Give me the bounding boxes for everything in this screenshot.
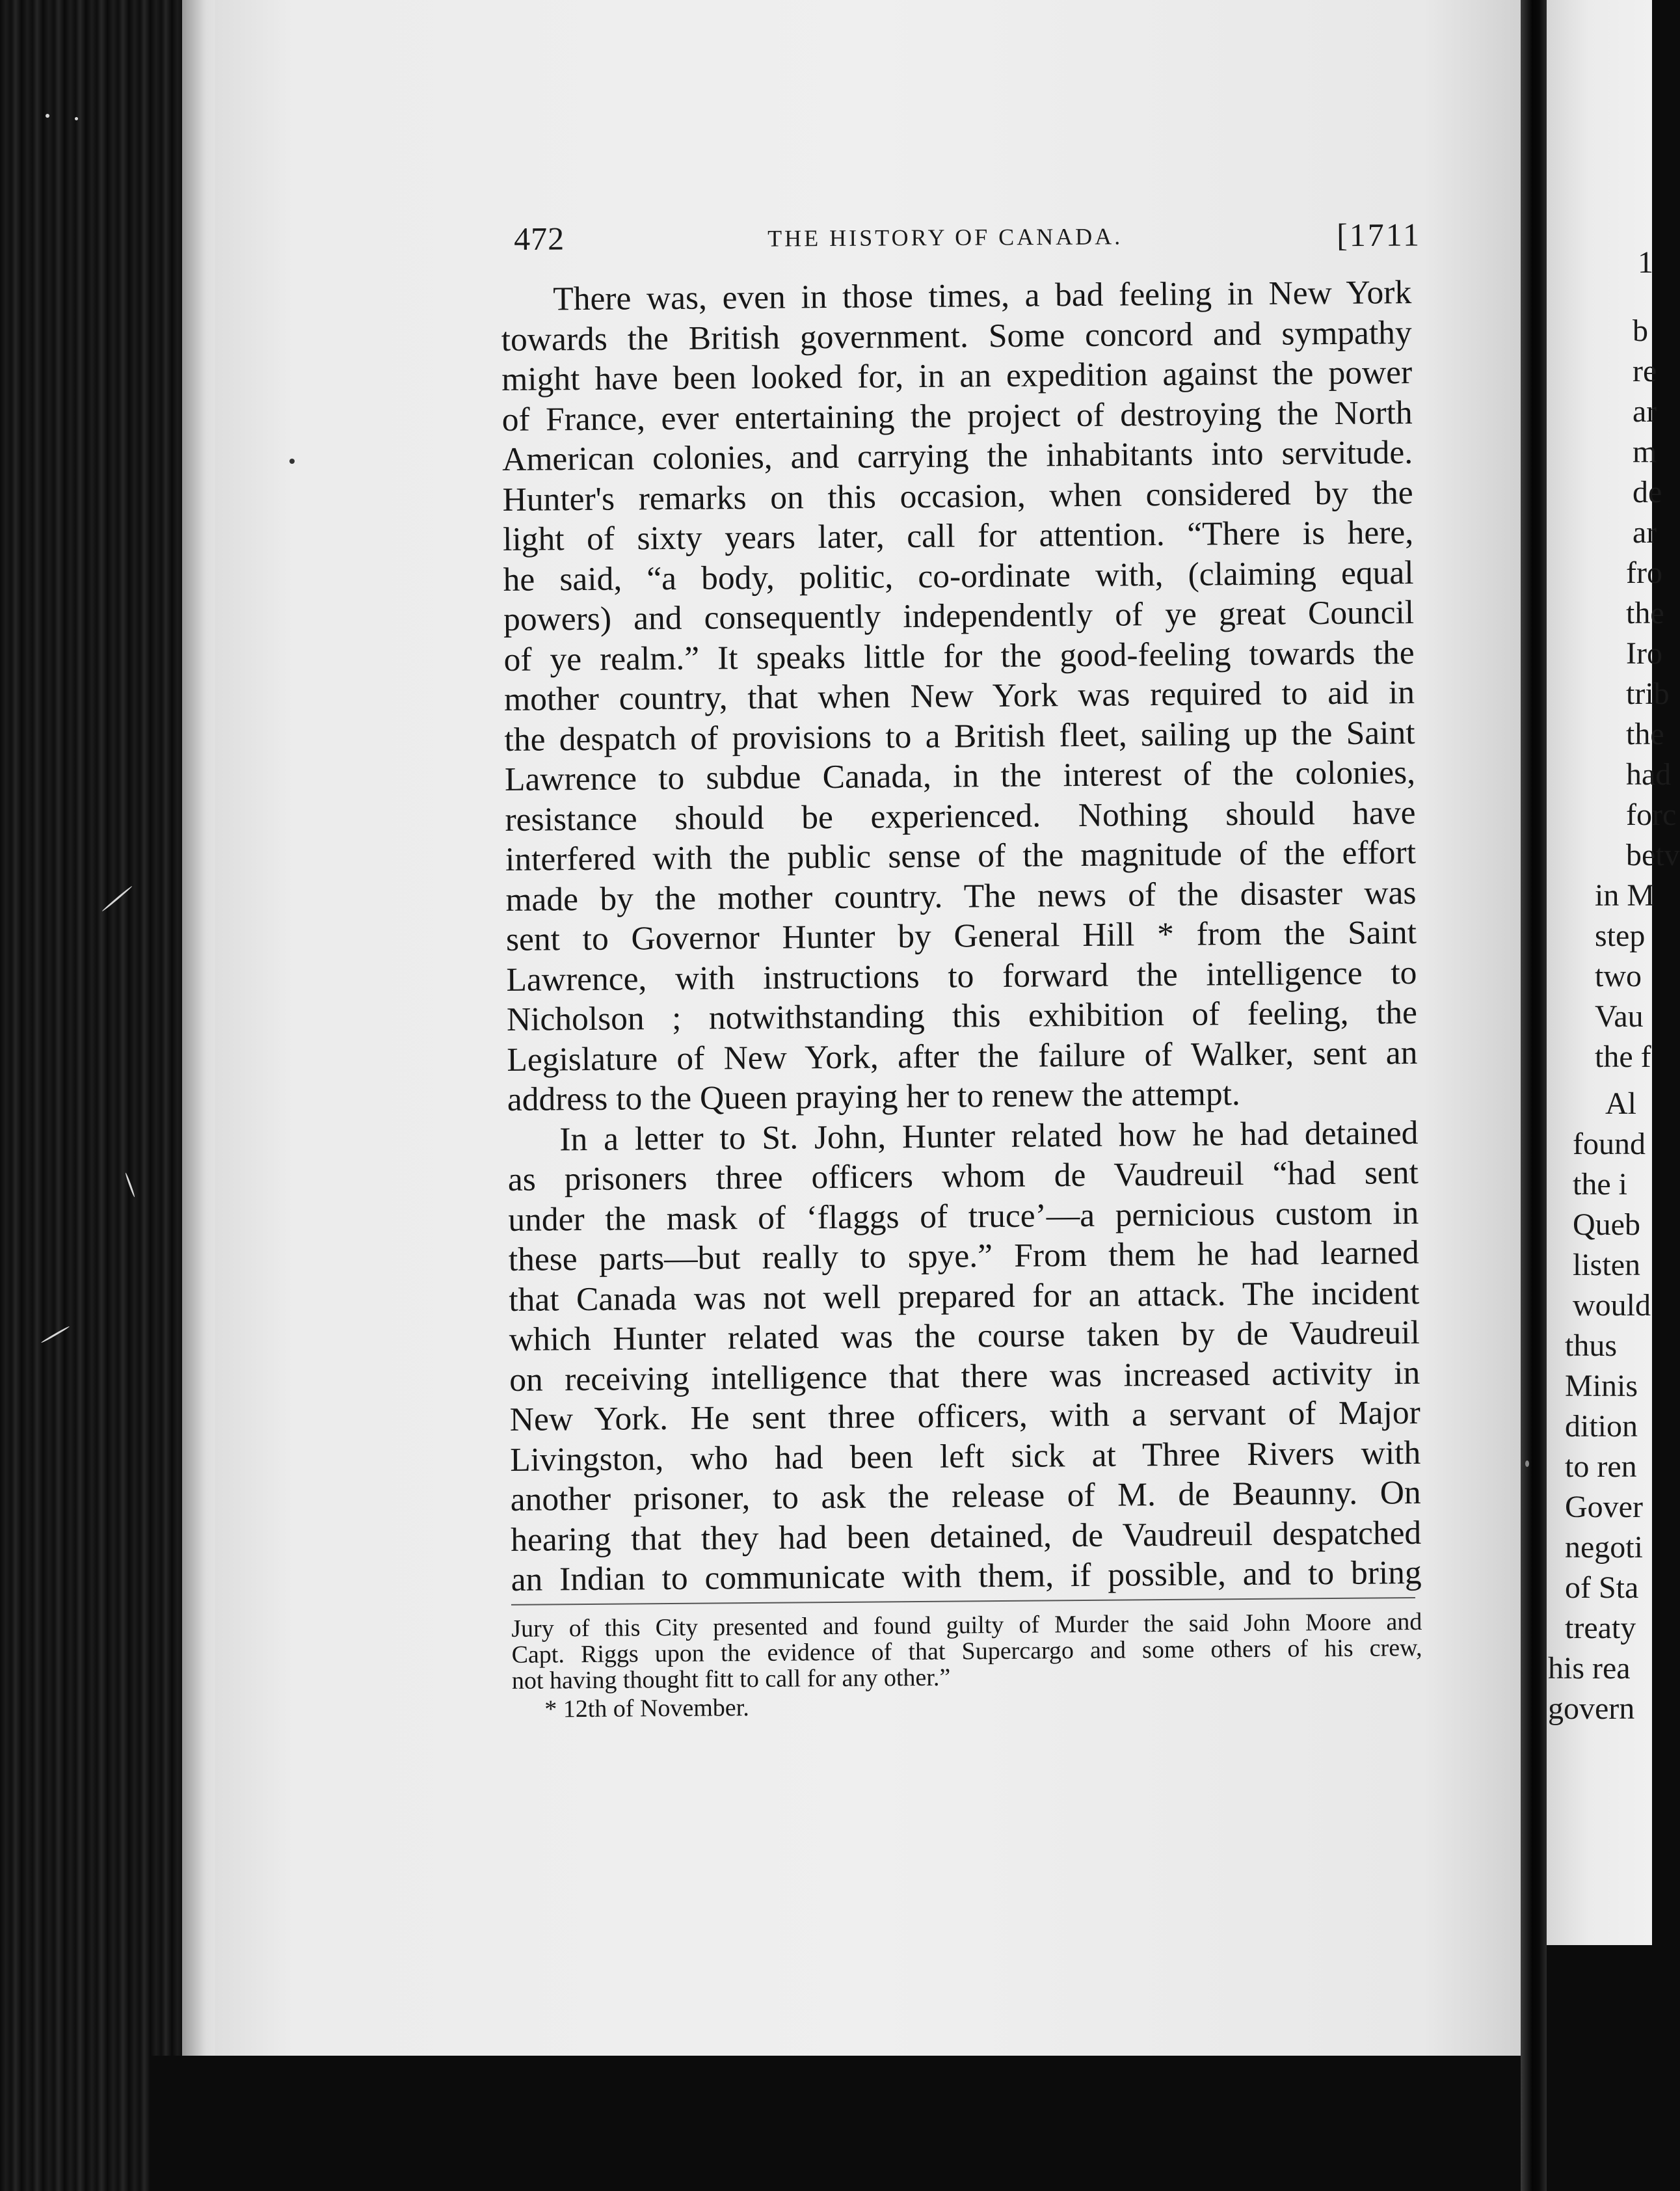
footnote-line: * 12th of November. (544, 1693, 749, 1723)
body-text (501, 273, 1422, 1722)
next-page-line: the i (1573, 1167, 1627, 1202)
footnote-line: Jury of this City presented and found guilty of Murder the said John Moore and (511, 1607, 1422, 1643)
text-line: of France, ever entertaining the project of destroying the North (501, 394, 1413, 438)
next-page-line: would (1573, 1288, 1651, 1323)
next-page-line: Gover (1565, 1490, 1643, 1524)
text-line: There was, even in those times, a bad feeling in New York (553, 274, 1412, 318)
next-page-line: de (1633, 475, 1662, 509)
text-line: as prisoners three officers whom de Vaudreuil “had sent (507, 1153, 1419, 1198)
next-page-line: negoti (1565, 1530, 1643, 1565)
next-page-line: the (1626, 596, 1664, 630)
text-line: that Canada was not well prepared for an attack. The incident (509, 1274, 1420, 1319)
next-page-line: dition (1565, 1409, 1638, 1444)
footnote-line: Capt. Riggs upon the evidence of that Supercargo and some others of his crew, (511, 1633, 1422, 1669)
text-line: might have been looked for, in an expedition against the power (501, 354, 1413, 398)
next-page-line: Queb (1573, 1207, 1640, 1242)
next-page-line: the f (1595, 1040, 1651, 1074)
next-page-line: forc (1626, 798, 1677, 832)
page-bottom-shadow (150, 2056, 1528, 2191)
page-speck (289, 459, 295, 464)
next-page (1547, 0, 1680, 1945)
book-spine (0, 0, 182, 2191)
spine-scratch (101, 885, 133, 912)
book-gutter (1521, 0, 1547, 2191)
next-page-line: fro (1626, 556, 1662, 590)
text-line: made by the mother country. The news of the disaster was (505, 874, 1417, 919)
next-page-line: b (1633, 314, 1648, 348)
next-page-line: had (1626, 757, 1672, 792)
year-mark: [1711 (1336, 216, 1422, 254)
text-line: towards the British government. Some concord and sympathy (501, 314, 1412, 358)
text-line: he said, “a body, politic, co-ordinate with, (claiming equal (503, 554, 1414, 598)
text-line: sent to Governor Hunter by General Hill * from the Saint (505, 913, 1417, 958)
page-speck (1525, 1460, 1529, 1467)
next-page-line: ar (1633, 394, 1657, 429)
next-page-line: to ren (1565, 1449, 1637, 1484)
text-line: the despatch of provisions to a British fleet, sailing up the Saint (504, 714, 1415, 759)
text-line: of ye realm.” It speaks little for the good-feeling towards the (503, 634, 1415, 679)
text-line: Nicholson ; notwithstanding this exhibition of feeling, the (506, 993, 1418, 1038)
text-line: an Indian to communicate with them, if possible, and to bring (511, 1553, 1422, 1598)
next-page-line: two (1595, 959, 1642, 993)
text-line: Livingston, who had been left sick at Three Rivers with (510, 1434, 1421, 1479)
text-line: Lawrence to subdue Canada, in the interest of the colonies, (504, 753, 1416, 798)
next-page-line: betv (1626, 838, 1680, 872)
text-line: Lawrence, with instructions to forward the intelligence to (506, 954, 1417, 999)
next-page-line: Al (1605, 1086, 1636, 1121)
text-line: resistance should be experienced. Nothing should have (505, 794, 1416, 839)
next-page-line: 1 (1638, 245, 1653, 280)
text-line: New York. He sent three officers, with a servant of Major (509, 1393, 1420, 1438)
next-page-line: the (1626, 717, 1664, 751)
text-line: In a letter to St. John, Hunter related how he had detained (559, 1114, 1419, 1158)
next-page-line: thus (1565, 1328, 1618, 1363)
text-line: these parts—but really to spye.” From them he had learned (508, 1233, 1420, 1278)
next-page-line: ar (1633, 515, 1657, 550)
running-title: THE HISTORY OF CANADA. (767, 223, 1123, 252)
text-line: another prisoner, to ask the release of M. de Beaunny. On (510, 1473, 1421, 1518)
next-page-line: Vau (1595, 999, 1644, 1034)
next-page-line: his rea (1548, 1651, 1631, 1686)
next-page-line: in M (1595, 878, 1655, 913)
text-line: hearing that they had been detained, de Vaudreuil despatched (510, 1514, 1422, 1559)
page-number: 472 (514, 220, 565, 257)
text-line: mother country, that when New York was required to aid in (503, 673, 1415, 718)
footnote-line: not having thought fitt to call for any other.” (511, 1663, 951, 1695)
next-page-line: listen (1573, 1248, 1640, 1282)
next-page-line: re (1633, 354, 1657, 388)
text-line: American colonies, and carrying the inhabitants into servitude. (501, 433, 1413, 478)
text-line: powers) and consequently independently of ye great Council (503, 593, 1415, 638)
text-line: Legislature of New York, after the failure of Walker, sent an (507, 1034, 1418, 1079)
text-line: Hunter's remarks on this occasion, when considered by the (502, 474, 1413, 518)
spine-speck (75, 117, 78, 120)
next-page-line: found (1573, 1127, 1646, 1161)
text-line: interfered with the public sense of the magnitude of the effort (505, 833, 1417, 878)
spine-scratch (41, 1326, 70, 1344)
next-page-line: Minis (1565, 1369, 1638, 1403)
next-page-line: trib (1626, 677, 1670, 711)
next-page-line: treaty (1565, 1611, 1636, 1645)
text-line: under the mask of ‘flaggs of truce’—a pernicious custom in (508, 1194, 1419, 1239)
spine-speck (46, 114, 49, 118)
next-page-line: govern (1548, 1691, 1635, 1726)
text-line: on receiving intelligence that there was increased activity in (509, 1354, 1420, 1399)
text-line: light of sixty years later, call for attention. “There is here, (502, 513, 1414, 558)
next-page-line: of Sta (1565, 1570, 1639, 1605)
text-line: address to the Queen praying her to renew the attempt. (507, 1075, 1240, 1118)
next-page-line: Iro (1626, 636, 1662, 671)
next-page-line: step (1595, 919, 1646, 953)
next-page-line: m (1633, 435, 1657, 469)
spine-scratch (125, 1172, 135, 1198)
text-line: which Hunter related was the course taken by de Vaudreuil (509, 1313, 1420, 1358)
running-header (514, 215, 1422, 265)
